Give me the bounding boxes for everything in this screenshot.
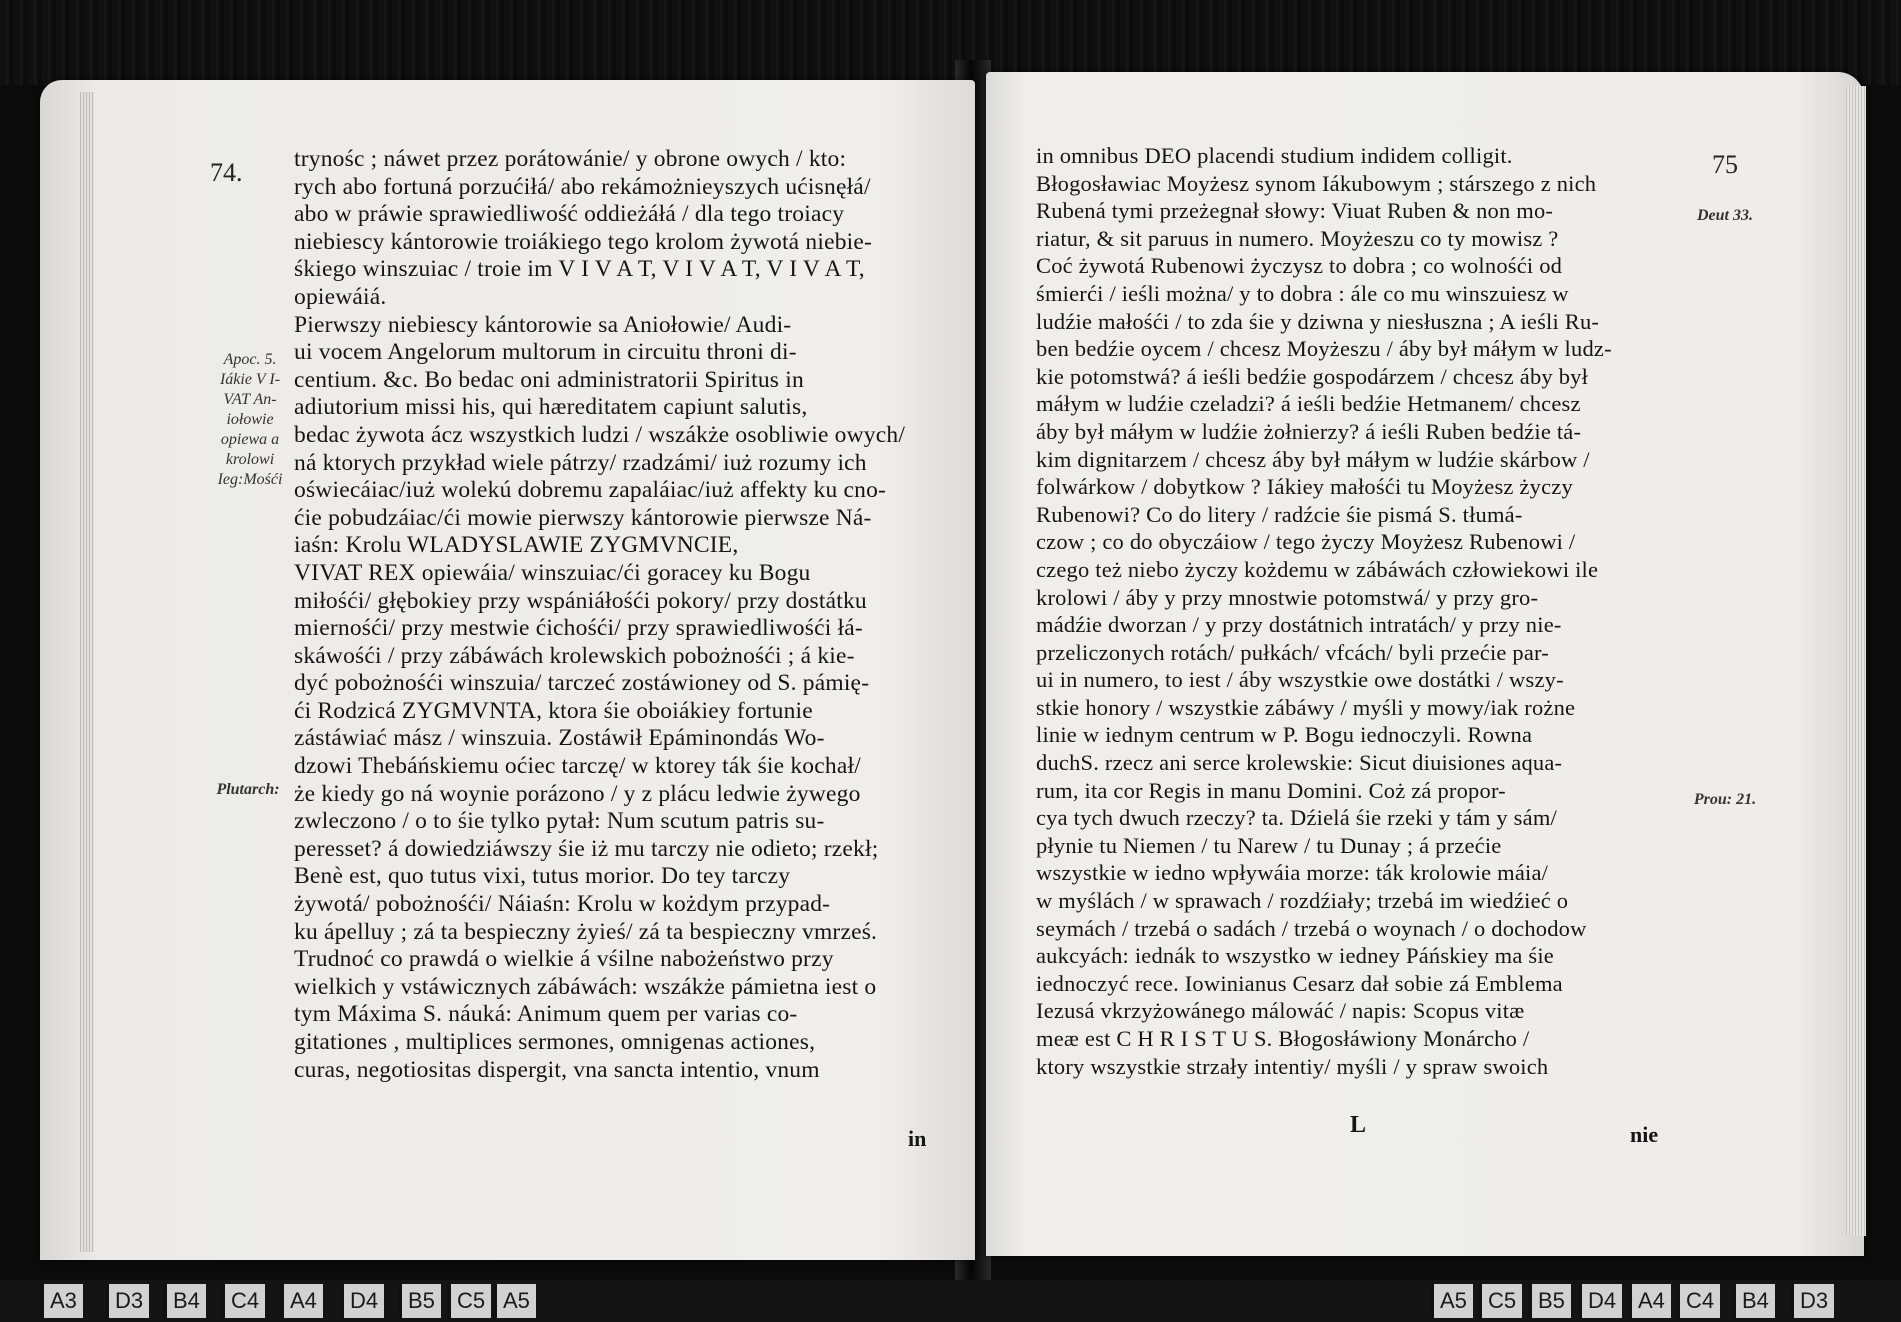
catchword-right: nie — [1630, 1122, 1659, 1147]
ruler-label: C4 — [1676, 1284, 1720, 1318]
text-line: dyć pobożnośći winszuia/ tarczeć zostáwioney od S. pámię- — [294, 670, 870, 697]
ruler-label: A4 — [1628, 1284, 1671, 1318]
text-line: ći Rodzicá ZYGMVNTA, ktora śie oboiákiey fortunie — [294, 697, 813, 724]
text-line: VIVAT REX opiewáia/ winszuiac/ći goracey ku Bogu — [294, 559, 811, 586]
text-line: riatur, & sit paruus in numero. Moyżeszu co ty mowisz ? — [1036, 225, 1559, 251]
text-line: ku ápelluy ; zá ta bespieczny żyieś/ zá ta bespieczny vmrześ. — [294, 918, 878, 945]
margin-note-line: opiewa a — [220, 431, 280, 448]
ruler-label: D4 — [1578, 1284, 1622, 1318]
ruler-label: B4 — [163, 1284, 206, 1318]
margin-note-line: Prou: 21. — [1693, 791, 1757, 808]
text-line: folwárkow / dobytkow ? Iákiey małośći tu Moyżesz życzy — [1036, 474, 1573, 500]
signature-mark: L — [1350, 1112, 1367, 1138]
text-line: skáwośći / przy zábáwách krolewskich pobożnośći ; á kie- — [294, 642, 855, 669]
text-line: bedac żywota ácz wszystkich ludzi / wszákże osobliwie owych/ — [294, 421, 906, 448]
ruler-label: C5 — [447, 1284, 491, 1318]
ruler-label: D3 — [1790, 1284, 1834, 1318]
page-number-right: 75 — [1712, 150, 1738, 179]
text-line: żywotá/ pobożnośći/ Náiaśn: Krolu w kożdym przypad- — [294, 891, 831, 918]
text-line: Coć żywotá Rubenowi życzysz to dobra ; co wolnośći od — [1036, 253, 1563, 279]
ruler-label: A5 — [1430, 1284, 1473, 1318]
margin-note-line: krolowi — [225, 451, 275, 468]
text-line: miłośći/ głębokiey przy wspániáłośći pokory/ przy dostátku — [294, 587, 867, 614]
text-line: opiewáiá. — [294, 283, 387, 310]
text-line: wszystkie w iedno wpływáia morze: ták krolowie máia/ — [1036, 860, 1549, 886]
margin-note-line: Apoc. 5. — [223, 351, 277, 368]
text-line: tym Máxima S. náuká: Animum quem per varias co- — [294, 1001, 798, 1028]
text-line: Błogosławiac Moyżesz synom Iákubowym ; stárszego z nich — [1036, 170, 1597, 196]
text-line: ludźie małośći / to zda śie y dziwna y niesłuszna ; A ieśli Ru- — [1036, 308, 1600, 334]
left-page-edges — [80, 92, 94, 1252]
text-line: meæ est C H R I S T U S. Błogosłáwiony Monárcho / — [1036, 1026, 1530, 1051]
ruler-label: D3 — [105, 1284, 149, 1318]
ruler-label: B5 — [398, 1284, 441, 1318]
catchword-left: in — [908, 1126, 927, 1151]
text-line: ui vocem Angelorum multorum in circuitu throni di- — [294, 339, 797, 366]
margin-note-apoc — [208, 350, 292, 490]
margin-note-line: VAT An- — [223, 391, 277, 408]
text-line: Benè est, quo tutus vixi, tutus morior. Do tey tarczy — [294, 863, 791, 890]
text-line: gitationes , multiplices sermones, omnigenas actiones, — [294, 1029, 816, 1055]
text-line: zástáwiać mász / winszuia. Zostáwił Epáminondás Wo- — [294, 725, 825, 752]
right-page — [986, 72, 1864, 1256]
text-line: Trudnoć co prawdá o wielkie á vśilne nabożeństwo przy — [294, 946, 834, 973]
right-page-edges — [1846, 86, 1866, 1236]
text-line: linie w iednym centrum w P. Bogu iednoczyli. Rowna — [1036, 722, 1533, 748]
text-line: seymách / trzebá o sadách / trzebá o woynach / o dochodow — [1036, 915, 1587, 941]
page-number-left: 74. — [210, 158, 243, 187]
text-line: zwleczono / o to śie tylko pytał: Num scutum patris su- — [294, 808, 825, 835]
text-line: ben bedźie oycem / chcesz Moyżeszu / áby był máłym w ludz- — [1036, 336, 1612, 362]
text-line: płynie tu Niemen / tu Narew / tu Dunay ; á przećie — [1036, 832, 1502, 858]
text-line: czego też niebo życzy kożdemu w zábáwách człowiekowi ile — [1036, 556, 1599, 582]
text-line: ktory wszystkie strzały intentiy/ myśli / y spraw swoich — [1036, 1053, 1549, 1079]
text-line: trynośc ; náwet przez porátowánie/ y obrone owych / kto: — [294, 146, 847, 172]
margin-note-line: Deut 33. — [1697, 207, 1753, 224]
ruler-label: B5 — [1528, 1284, 1571, 1318]
text-line: peresset? á dowiedziáwszy śie iż mu tarczy nie odieto; rzekł; — [294, 835, 879, 862]
margin-note-line: iołowie — [226, 411, 274, 428]
ruler-label: D4 — [340, 1284, 384, 1318]
text-line: máłym w ludźie czeladzi? á ieśli bedźie Hetmanem/ chcesz — [1036, 391, 1581, 417]
text-line: iednoczyć rece. Iowinianus Cesarz dał sobie zá Emblema — [1036, 970, 1563, 996]
text-line: krolowi / áby y przy mnostwie potomstwá/ y przy gro- — [1036, 584, 1539, 610]
text-line: Rubená tymi przeżegnał słowy: Viuat Ruben & non mo- — [1036, 198, 1554, 224]
text-line: curas, negotiositas dispergit, vna sancta intentio, vnum — [294, 1056, 820, 1083]
text-line: Iezusá vkrzyżowánego málowáć / napis: Scopus vitæ — [1036, 998, 1525, 1024]
text-line: kim dignitarzem / chcesz áby był máłym w ludźie skárbow / — [1036, 446, 1590, 472]
left-body-text — [294, 146, 964, 1084]
text-line: czow ; co do obyczáiow / tego życzy Moyżesz Rubenowi / — [1036, 529, 1576, 555]
ruler-label: A3 — [40, 1284, 83, 1318]
margin-note-line: Plutarch: — [216, 781, 280, 798]
text-line: rum, ita cor Regis in manu Domini. Coż zá propor- — [1036, 777, 1506, 803]
text-line: duchS. rzecz ani serce krolewskie: Sicut diuisiones aqua- — [1036, 750, 1563, 776]
text-line: aukcyách: iednák to wszystko w iedney Páńskiey ma śie — [1036, 943, 1554, 969]
text-line: w myślách / w sprawach / rozdźiały; trzebá im wiedźieć o — [1036, 888, 1569, 914]
text-line: dzowi Thebáńskiemu oćiec tarczę/ w ktorey ták śie kochał/ — [294, 753, 861, 780]
ruler-label: A4 — [280, 1284, 323, 1318]
text-line: że kiedy go ná woynie porázono / y z plácu ledwie żywego — [294, 780, 861, 807]
margin-note-prov — [1680, 790, 1770, 810]
text-line: kie potomstwá? á ieśli bedźie gospodárzem / chcesz áby był — [1036, 363, 1589, 389]
text-line: ćie pobudzáiac/ći mowie pierwszy kántorowie pierwsze Ná- — [294, 504, 872, 531]
left-page — [40, 80, 975, 1260]
text-line: ui in numero, to iest / áby wszystkie owe dostátki / wszy- — [1036, 667, 1564, 693]
ruler-label: B4 — [1732, 1284, 1775, 1318]
text-line: śkiego winszuiac / troie im V I V A T, V I V A T, V I V A T, — [294, 256, 865, 283]
text-line: oświecáiac/iuż wolekú dobremu zapaláiac/iuż affekty ku cno- — [294, 477, 887, 504]
text-line: śmierći / ieśli można/ y to dobra : ále co mu winszuiesz w — [1036, 280, 1569, 306]
text-line: abo w práwie sprawiedliwość oddieżáłá / dla tego troiacy — [294, 201, 845, 228]
text-line: wielkich y vstáwicznych zábáwách: wszákże pámietna iest o — [294, 973, 877, 1000]
text-line: przeliczonych rotách/ pułkách/ vfcách/ byli przećie par- — [1036, 639, 1549, 665]
right-body-text — [1036, 142, 1676, 1080]
text-line: Rubenowi? Co do litery / radźcie śie pismá S. tłumá- — [1036, 501, 1523, 527]
text-line: in omnibus DEO placendi studium indidem colligit. — [1036, 143, 1513, 168]
text-line: adiutorium missi his, qui hæreditatem capiunt salutis, — [294, 394, 808, 421]
text-line: ná ktorych przykład wiele pátrzy/ rzadzámi/ iuż rozumy ich — [294, 449, 867, 476]
text-line: niebiescy kántorowie troiákiego tego krolom żywotá niebie- — [294, 228, 873, 255]
text-line: rych abo fortuná porzućiłá/ abo rekámożnieyszych ućisnęłá/ — [294, 173, 871, 200]
text-line: iaśn: Krolu WLADYSLAWIE ZYGMVNCIE, — [294, 532, 739, 559]
text-line: miernośći/ przy mestwie ćichośći/ przy sprawiedliwośći łá- — [294, 615, 863, 642]
ruler-label: A5 — [493, 1284, 536, 1318]
text-line: cya tych dwuch rzeczy? ta. Dźielá śie rzeki y tám y sám/ — [1036, 805, 1557, 831]
ruler-label: C5 — [1478, 1284, 1522, 1318]
margin-note-deut — [1680, 206, 1770, 226]
margin-note-line: Iákie V I- — [219, 371, 281, 388]
text-line: stkie honory / wszystkie zábáwy / myśli y mowy/iak rożne — [1036, 694, 1576, 720]
text-line: centium. &c. Bo bedac oni administratorii Spiritus in — [294, 366, 804, 393]
text-line: mádźie dworzan / y przy dostátnich intratách/ y przy nie- — [1036, 612, 1562, 638]
text-line: áby był máłym w ludźie żołnierzy? á ieśli Ruben bedźie tá- — [1036, 418, 1582, 444]
margin-note-line: Ieg:Mośći — [217, 471, 283, 488]
margin-note-plutarch — [198, 780, 298, 800]
ruler-label: C4 — [221, 1284, 265, 1318]
text-line: Pierwszy niebiescy kántorowie sa Aniołowie/ Audi- — [294, 311, 792, 338]
